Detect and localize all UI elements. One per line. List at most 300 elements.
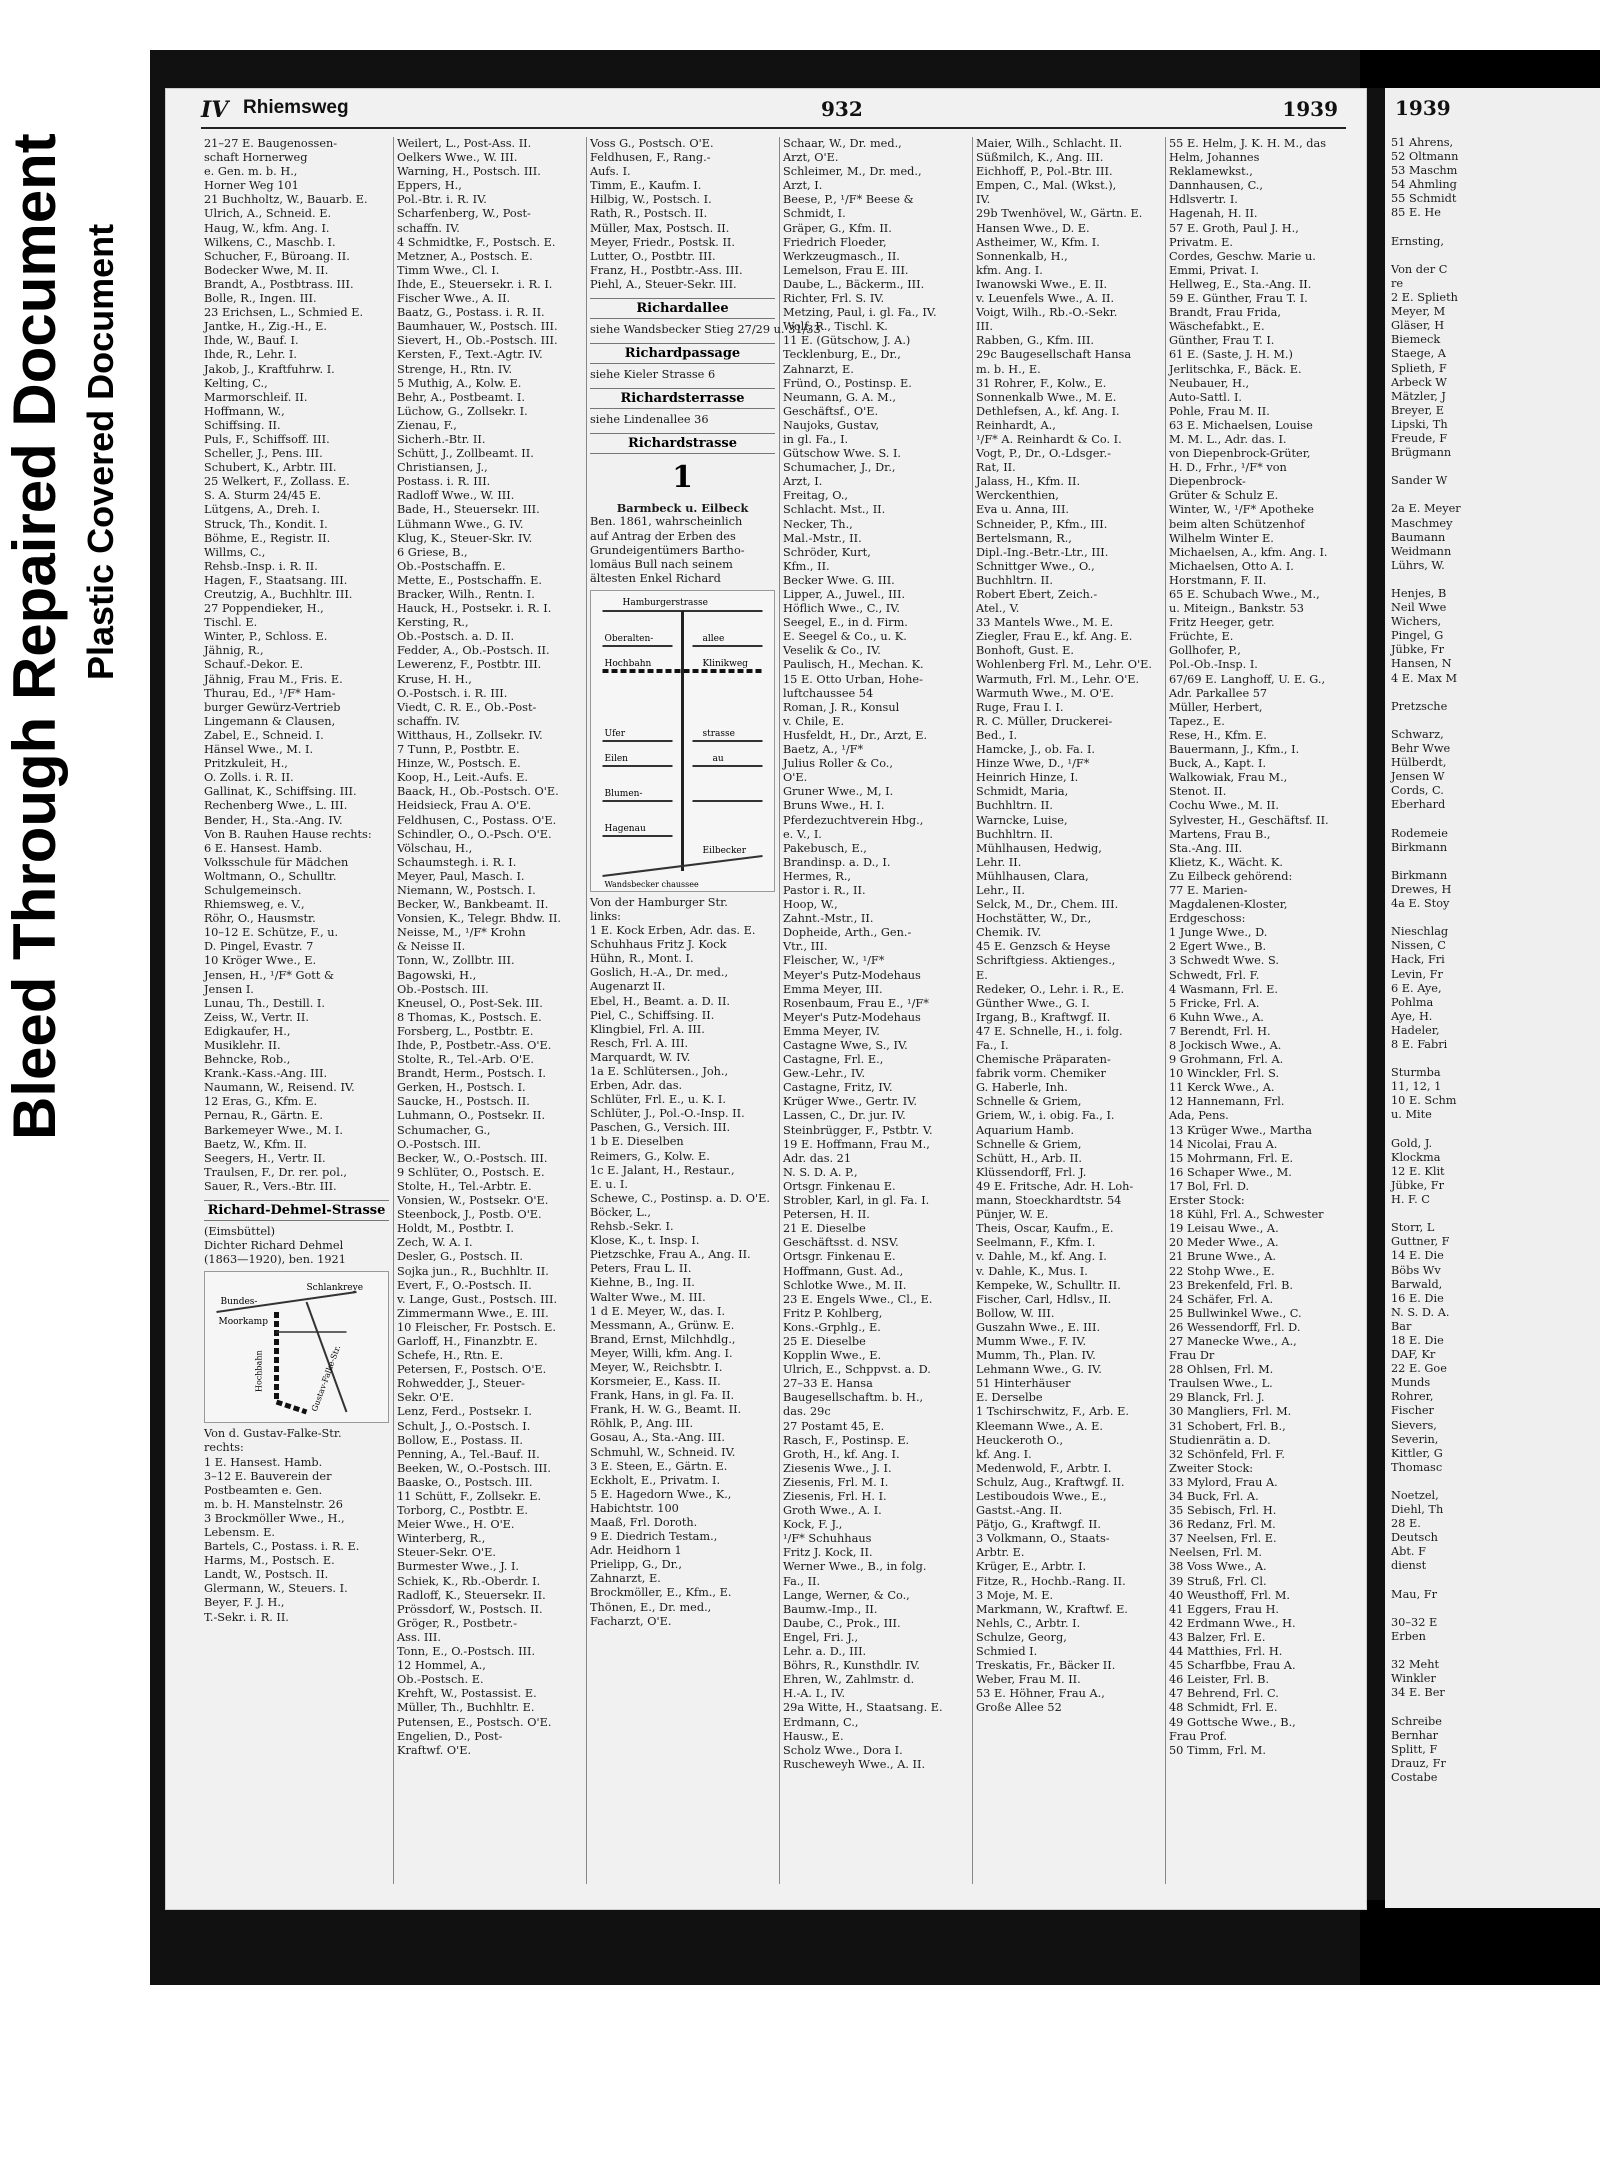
directory-entry: Mumm Wwe., F. IV. <box>976 1334 1087 1348</box>
directory-entry: Sturmba <box>1391 1066 1441 1080</box>
directory-entry: Fritz P. Kohlberg, <box>783 1306 883 1320</box>
directory-entry: Neil Wwe <box>1391 601 1447 615</box>
directory-entry: Zahnarzt, E. <box>590 1572 661 1586</box>
directory-entry: Baack, H., Ob.-Postsch. O'E. <box>397 785 559 799</box>
map2-label-3: Hochbahn <box>604 658 652 669</box>
directory-entry: 17 Bol, Frl. D. <box>1169 1179 1250 1193</box>
page-header <box>201 95 1346 129</box>
directory-entry: Schütt, H., Arb. II. <box>976 1151 1082 1165</box>
directory-entry: Ziesenis, Frl. H. I. <box>783 1490 887 1503</box>
directory-entry <box>1391 221 1600 235</box>
directory-entry: Gruner Wwe., M, I. <box>783 785 894 799</box>
directory-entry: 3 Brockmöller Wwe., H., <box>204 1511 345 1525</box>
col1-lines <box>204 137 389 1194</box>
directory-entry: 35 Sebisch, Frl. H. <box>1169 1504 1277 1518</box>
directory-entry: Cochu Wwe., M. II. <box>1169 799 1279 813</box>
column-4 <box>783 137 973 1884</box>
directory-entry: Schnelle & Griem, <box>976 1137 1082 1151</box>
directory-entry: Freitag, O., <box>783 489 849 503</box>
directory-entry: Ihde, P., Postbetr.-Ass. O'E. <box>397 1039 552 1052</box>
directory-entry <box>1391 813 1600 827</box>
directory-entry: Hilbig, W., Postsch. I. <box>590 193 712 207</box>
directory-entry: Barwald, <box>1391 1277 1443 1291</box>
directory-entry: Edigkaufer, H., <box>204 1024 291 1038</box>
directory-entry: Rohrer, <box>1391 1390 1434 1404</box>
col3-a-lines <box>590 137 775 292</box>
directory-entry: 9 E. Diedrich Testam., <box>590 1530 718 1544</box>
directory-entry: Böhme, E., Registr. II. <box>204 531 331 545</box>
directory-entry: Schmied I. <box>976 1645 1038 1659</box>
directory-entry: Emma Meyer, IV. <box>783 1024 880 1038</box>
directory-entry: Baetz, W., Kfm. II. <box>204 1137 307 1151</box>
columns <box>204 137 1356 1884</box>
directory-entry: 1 E. Kock Erben, Adr. das. E. <box>590 924 756 938</box>
directory-entry: Neumann, G. A. M., <box>783 390 896 404</box>
directory-entry: Magdalenen-Kloster, <box>1169 898 1288 912</box>
directory-entry: Kiehne, B., Ing. II. <box>590 1276 695 1290</box>
directory-entry: Fa., II. <box>783 1574 821 1588</box>
directory-entry: Abt. F <box>1391 1545 1426 1559</box>
directory-entry: Maaß, Frl. Doroth. <box>590 1516 698 1529</box>
directory-entry: Burmester Wwe., J. I. <box>397 1560 520 1574</box>
directory-entry: Bollow, W. III. <box>976 1306 1055 1320</box>
directory-entry: Krüger Wwe., Gertr. IV. <box>783 1095 917 1109</box>
directory-entry: Stenot. II. <box>1169 785 1227 799</box>
map2-label-6: strasse <box>702 728 735 739</box>
directory-entry: Jähnig, Frau M., Fris. E. <box>204 672 343 686</box>
directory-entry: Weilert, L., Post-Ass. II. <box>397 137 532 150</box>
directory-entry: dienst <box>1391 1559 1427 1573</box>
directory-entry: Maier, Wilh., Schlacht. II. <box>976 137 1123 150</box>
directory-entry: Gallinat, K., Schiffsing. III. <box>204 785 357 799</box>
directory-entry: Gütschow Wwe. S. I. <box>783 447 902 461</box>
bleed-through-label: Bleed Through Repaired Document <box>1 133 68 1140</box>
directory-entry: Ortsgr. Finkenau E. <box>783 1179 896 1193</box>
directory-entry: Kopplin Wwe., E. <box>783 1349 882 1363</box>
directory-entry: Noetzel, <box>1391 1489 1439 1502</box>
directory-entry: Harms, M., Postsch. E. <box>204 1554 335 1568</box>
directory-entry: 2a E. Meyer <box>1391 502 1461 516</box>
directory-entry: Eberhard <box>1391 798 1446 812</box>
directory-entry: 67/69 E. Langhoff, U. E. G., <box>1169 672 1326 686</box>
directory-entry: links: <box>590 909 621 923</box>
directory-entry: Feldhusen, C., Postass. O'E. <box>397 813 557 827</box>
directory-entry: Ob.-Postsch. III. <box>397 982 489 996</box>
directory-entry: Adr. Heidhorn 1 <box>590 1544 682 1558</box>
map2-label-12: Wandsbecker chaussee <box>604 879 699 889</box>
directory-entry: Schindler, O., O.-Psch. O'E. <box>397 827 552 841</box>
directory-entry: 15 Mohrmann, Frl. E. <box>1169 1151 1294 1165</box>
directory-entry: Rat, II. <box>976 461 1016 475</box>
page-number: 932 <box>821 97 863 121</box>
directory-entry: Bonhoft, Gust. E. <box>976 644 1075 658</box>
map2-label-11: Eilbecker <box>702 845 747 856</box>
directory-entry: Dichter Richard Dehmel <box>204 1239 344 1253</box>
directory-entry: Böbs Wv <box>1391 1263 1441 1277</box>
directory-entry: 29 Blanck, Frl. J. <box>1169 1391 1265 1405</box>
directory-entry: Walter Wwe., M. III. <box>590 1290 706 1304</box>
directory-entry: Scholz Wwe., Dora I. <box>783 1743 903 1757</box>
directory-entry: Röhlk, P., Ang. III. <box>590 1417 694 1431</box>
directory-entry: 34 E. Ber <box>1391 1686 1445 1700</box>
directory-entry: Schaumstegh. i. R. I. <box>397 855 517 869</box>
directory-entry: Selck, M., Dr., Chem. III. <box>976 898 1119 912</box>
directory-entry: Schefe, H., Rtn. E. <box>397 1349 504 1363</box>
directory-entry: Brügmann <box>1391 446 1452 460</box>
directory-entry: m. b. H. Manstelnstr. 26 <box>204 1497 343 1511</box>
directory-entry: 10 Kröger Wwe., E. <box>204 954 317 968</box>
column-2 <box>397 137 587 1884</box>
directory-entry: Bolle, R., Ingen. III. <box>204 292 317 306</box>
directory-entry: Voss G., Postsch. O'E. <box>590 137 714 150</box>
directory-entry: Meyer, Friedr., Postsk. II. <box>590 235 735 249</box>
directory-entry: 5 Fricke, Frl. A. <box>1169 996 1260 1010</box>
directory-entry: 29c Baugesellschaft Hansa <box>976 348 1132 362</box>
directory-entry: Wilhelm Winter E. <box>1169 531 1274 545</box>
directory-entry: Gerken, H., Postsch. I. <box>397 1081 526 1095</box>
directory-entry: Gosau, A., Sta.-Ang. III. <box>590 1431 725 1445</box>
column-1 <box>204 137 394 1884</box>
directory-entry: 8 Jockisch Wwe., A. <box>1169 1039 1282 1052</box>
directory-entry: ¹/F* Schuhhaus <box>783 1532 872 1546</box>
directory-entry: Von d. Gustav-Falke-Str. <box>204 1427 342 1441</box>
directory-entry: Pol.-Ob.-Insp. I. <box>1169 658 1258 672</box>
year: 1939 <box>1282 97 1338 121</box>
directory-entry: Lunau, Th., Destill. I. <box>204 996 325 1010</box>
directory-entry: 3 Volkmann, O., Staats- <box>976 1532 1110 1546</box>
directory-entry: Puls, F., Schiffsoff. III. <box>204 432 330 446</box>
directory-entry: Lüchow, G., Zollsekr. I. <box>397 404 528 418</box>
directory-entry: O. Zolls. i. R. II. <box>204 771 294 785</box>
directory-entry: Jübke, Fr <box>1391 1178 1444 1192</box>
directory-entry: Aye, H. <box>1391 1009 1433 1023</box>
directory-entry: Steinbrügger, F., Pstbtr. V. <box>783 1123 933 1137</box>
directory-entry: 28 Ohlsen, Frl. M. <box>1169 1363 1274 1377</box>
directory-entry: E. Seegel & Co., u. K. <box>783 630 907 644</box>
directory-entry: N. S. D. A. <box>1391 1305 1450 1319</box>
directory-entry: Rehsb.-Insp. i. R. II. <box>204 559 318 573</box>
directory-entry: Erben, Adr. das. <box>590 1079 683 1093</box>
directory-entry: Baetz, A., ¹/F* <box>783 743 864 757</box>
directory-entry: Brandt, Frau Frida, <box>1169 306 1281 320</box>
directory-entry: Schmidt, I. <box>783 207 846 221</box>
directory-entry: Müller, Herbert, <box>1169 700 1263 714</box>
directory-entry: schaffn. IV. <box>397 714 460 728</box>
directory-entry: Jensen, H., ¹/F* Gott & <box>204 968 335 982</box>
directory-entry: Lipski, Th <box>1391 417 1448 431</box>
directory-entry: Marquardt, W. IV. <box>590 1050 691 1064</box>
directory-entry: ¹/F* A. Reinhardt & Co. I. <box>976 432 1122 446</box>
directory-entry: Lütgens, A., Dreh. I. <box>204 503 321 517</box>
directory-entry: Tonn, E., O.-Postsch. III. <box>397 1645 536 1659</box>
directory-entry: 27 Poppendieker, H., <box>204 602 324 616</box>
directory-entry: Zech, W. A. I. <box>397 1236 473 1250</box>
directory-entry: Prössdorf, W., Postsch. II. <box>397 1602 543 1616</box>
directory-entry: 4a E. Stoy <box>1391 897 1450 911</box>
directory-entry: Röhr, O., Hausmstr. <box>204 912 316 926</box>
directory-entry: kf. Ang. I. <box>976 1447 1032 1461</box>
directory-entry: Arzt, I. <box>783 179 823 193</box>
directory-entry: Irgang, B., Kraftwgf. II. <box>976 1010 1111 1024</box>
directory-entry: Pingel, G <box>1391 629 1444 643</box>
directory-entry: 6 Kuhn Wwe., A. <box>1169 1010 1264 1024</box>
directory-entry <box>1391 1574 1600 1588</box>
directory-entry: Horner Weg 101 <box>204 179 299 193</box>
directory-entry: Ulrich, A., Schneid. E. <box>204 207 332 221</box>
directory-entry: Storr, L <box>1391 1221 1435 1235</box>
directory-entry: O.-Postsch. i. R. III. <box>397 686 508 700</box>
directory-entry: 6 E. Hansest. Hamb. <box>204 841 323 855</box>
directory-entry: schaft Hornerweg <box>204 151 308 165</box>
directory-entry: Erdgeschoss: <box>1169 912 1246 926</box>
directory-entry: 61 E. (Saste, J. H. M.) <box>1169 348 1293 362</box>
directory-entry: Postbeamten e. Gen. <box>204 1483 323 1497</box>
directory-entry: 12 E. Klit <box>1391 1164 1445 1178</box>
col1-sub-lines <box>204 1225 389 1267</box>
directory-entry: Sauer, R., Vers.-Btr. III. <box>204 1179 337 1193</box>
directory-entry: E. u. I. <box>590 1177 628 1191</box>
directory-entry: 1 E. Hansest. Hamb. <box>204 1455 323 1469</box>
directory-entry: Baumann <box>1391 530 1446 544</box>
directory-entry: Sicherh.-Btr. II. <box>397 432 486 446</box>
directory-entry: Groth, H., kf. Ang. I. <box>783 1447 900 1461</box>
directory-entry: Haug, W., kfm. Ang. I. <box>204 221 330 235</box>
directory-entry: Schwedt, Frl. F. <box>1169 968 1260 982</box>
directory-entry: Bodecker Wwe, M. II. <box>204 263 329 277</box>
directory-entry: 54 Ahmling <box>1391 178 1457 192</box>
directory-entry: Warning, H., Postsch. III. <box>397 165 541 179</box>
directory-entry: Medenwold, F., Arbtr. I. <box>976 1461 1112 1475</box>
street-map-richardstrasse <box>590 590 775 892</box>
directory-entry: Desler, G., Postsch. II. <box>397 1250 523 1264</box>
directory-entry: Baaske, O., Postsch. III. <box>397 1475 533 1489</box>
directory-entry: Ob.-Postsch. a. D. II. <box>397 630 515 644</box>
directory-entry: 23 Brekenfeld, Frl. B. <box>1169 1278 1293 1292</box>
directory-entry: Pastor i. R., II. <box>783 883 866 897</box>
directory-entry <box>1391 573 1600 587</box>
directory-entry: Thomasc <box>1391 1460 1443 1474</box>
richardstrasse-heading: Richardstrasse <box>590 433 775 454</box>
directory-entry: Rohwedder, J., Steuer- <box>397 1377 525 1391</box>
directory-entry: (1863—1920), ben. 1921 <box>204 1253 346 1267</box>
directory-entry: 1 b E. Dieselben <box>590 1135 684 1149</box>
directory-entry: Wäschefabkt., E. <box>1169 320 1265 334</box>
directory-entry: Lebensm. E. <box>204 1525 275 1539</box>
directory-entry: Struck, Th., Kondit. I. <box>204 517 328 531</box>
directory-entry: Helm, Johannes <box>1169 151 1260 165</box>
directory-entry: v. Leuenfels Wwe., A. II. <box>976 292 1115 306</box>
directory-entry: Winter, P., Schloss. E. <box>204 630 328 644</box>
directory-entry: Christiansen, J., <box>397 461 488 475</box>
directory-entry: lomäus Bull nach seinem <box>590 557 733 571</box>
directory-entry: 5 E. Hagedorn Wwe., K., <box>590 1487 732 1501</box>
directory-entry: Krank.-Kass.-Ang. III. <box>204 1067 328 1081</box>
directory-entry: Holdt, M., Postbtr. I. <box>397 1222 515 1236</box>
directory-entry: Sta.-Ang. III. <box>1169 841 1243 855</box>
directory-entry: Grundeigentümers Bartho- <box>590 543 745 557</box>
directory-entry: 37 Neelsen, Frl. E. <box>1169 1532 1277 1546</box>
directory-entry: Julius Roller & Co., <box>783 757 893 771</box>
directory-entry: Seegers, H., Vertr. II. <box>204 1151 326 1165</box>
directory-entry: Frank, Hans, in gl. Fa. II. <box>590 1389 735 1403</box>
directory-entry: Schriftgiess. Aktienges., <box>976 954 1116 968</box>
directory-entry: Brandt, A., Postbtrass. III. <box>204 277 354 291</box>
directory-entry: Beeken, W., O.-Postsch. III. <box>397 1461 551 1475</box>
directory-entry: 11 E. (Gütschow, J. A.) <box>783 334 911 348</box>
side-labels <box>0 133 140 1200</box>
directory-entry: Lestiboudois Wwe., E., <box>976 1490 1107 1503</box>
directory-entry: Warmuth, Frl. M., Lehr. O'E. <box>976 672 1140 686</box>
directory-entry: H. D., Frhr., ¹/F* von <box>1169 461 1287 475</box>
directory-entry: Bauermann, J., Kfm., I. <box>1169 743 1300 757</box>
directory-entry: O.-Postsch. III. <box>397 1137 481 1151</box>
directory-entry: Daube, C., Prok., III. <box>783 1616 901 1630</box>
richard-dehmel-strasse-heading: Richard-Dehmel-Strasse <box>204 1200 389 1221</box>
directory-entry: 52 Oltmann <box>1391 150 1459 164</box>
directory-entry: Reimers, G., Kolw. E. <box>590 1149 710 1163</box>
volume-number: IV <box>201 97 229 123</box>
directory-entry: Putensen, E., Postsch. O'E. <box>397 1715 552 1729</box>
directory-entry: Brandinsp. a. D., I. <box>783 855 891 869</box>
directory-entry: Schlüter, J., Pol.-O.-Insp. II. <box>590 1107 745 1121</box>
directory-entry: Brandt, Herm., Postsch. I. <box>397 1067 547 1081</box>
adjacent-page-lines <box>1391 136 1600 1785</box>
directory-entry: 10–12 E. Schütze, F., u. <box>204 926 339 940</box>
directory-entry: Schmidt, Maria, <box>976 785 1069 799</box>
directory-entry: auf Antrag der Erben des <box>590 529 736 543</box>
directory-entry: Höflich Wwe., C., IV. <box>783 602 900 616</box>
directory-entry: Bracker, Wilh., Rentn. I. <box>397 588 535 601</box>
directory-entry: Martens, Frau B., <box>1169 827 1271 841</box>
directory-entry: Bed., I. <box>976 728 1018 742</box>
directory-entry: Ben. 1861, wahrscheinlich <box>590 515 743 529</box>
directory-entry: Timm Wwe., Cl. I. <box>397 263 500 277</box>
directory-entry: Müller, Th., Buchhltr. E. <box>397 1701 535 1715</box>
richardsterrasse-heading: Richardsterrasse <box>590 388 775 409</box>
directory-entry: 27 Postamt 45, E. <box>783 1419 885 1433</box>
directory-entry: Hausw., E. <box>783 1729 844 1743</box>
directory-entry: Meyer, M <box>1391 305 1446 319</box>
directory-entry: 27 Manecke Wwe., A., <box>1169 1334 1297 1348</box>
directory-entry: R. C. Müller, Druckerei- <box>976 714 1113 728</box>
directory-entry: 22 Stohp Wwe., E. <box>1169 1264 1275 1278</box>
directory-entry: Fitze, R., Hochb.-Rang. II. <box>976 1574 1126 1588</box>
directory-entry: Michaelsen, A., kfm. Ang. I. <box>1169 545 1328 559</box>
directory-entry: 1c E. Jalant, H., Restaur., <box>590 1163 735 1177</box>
map2-label-1: Oberalten- <box>604 633 654 644</box>
directory-entry: Treskatis, Fr., Bäcker II. <box>976 1659 1116 1673</box>
directory-entry: in gl. Fa., I. <box>783 432 849 446</box>
directory-entry: Winterberg, R., <box>397 1532 486 1546</box>
directory-entry: Tecklenburg, E., Dr., <box>783 348 901 362</box>
directory-entry: ältesten Enkel Richard <box>590 571 721 585</box>
directory-entry: Habichtstr. 100 <box>590 1501 679 1515</box>
directory-entry: Rehsb.-Sekr. I. <box>590 1220 674 1234</box>
directory-entry: Tapez., E. <box>1169 714 1225 728</box>
directory-entry: Fründ, O., Postinsp. E. <box>783 376 912 390</box>
directory-entry: Schucher, F., Büroang. II. <box>204 249 350 263</box>
directory-entry: Winkler <box>1391 1672 1436 1686</box>
directory-entry: Pohlma <box>1391 995 1434 1009</box>
directory-entry <box>1391 1123 1600 1137</box>
directory-entry: Zienau, F., <box>397 418 457 432</box>
directory-entry: Arbtr. E. <box>976 1546 1025 1560</box>
directory-entry: Castagne, Frl. E., <box>783 1053 884 1067</box>
directory-entry <box>1391 488 1600 502</box>
directory-entry: Messmann, A., Grünw. E. <box>590 1318 735 1332</box>
directory-entry: Meyer's Putz-Modehaus <box>783 968 921 982</box>
directory-entry: 63 E. Michaelsen, Louise <box>1169 418 1313 432</box>
directory-entry: Böhrs, R., Kunsthdlr. IV. <box>783 1659 920 1673</box>
directory-entry: Hellweg, E., Sta.-Ang. II. <box>1169 277 1312 291</box>
directory-entry: Seegel, E., in d. Firm. <box>783 616 908 630</box>
col1-b-lines <box>204 1427 389 1624</box>
directory-entry: Luhmann, O., Postsekr. II. <box>397 1109 546 1123</box>
directory-entry: Munds <box>1391 1376 1431 1390</box>
directory-entry: 39 Struß, Frl. Cl. <box>1169 1574 1267 1588</box>
directory-entry: Landt, W., Postsch. II. <box>204 1568 329 1582</box>
directory-entry: beim alten Schützenhof <box>1169 517 1305 531</box>
directory-entry: Jensen W <box>1391 770 1445 784</box>
directory-entry: kfm. Ang. I. <box>976 263 1043 277</box>
directory-entry: Becker, W., O.-Postsch. III. <box>397 1151 548 1165</box>
directory-entry: Daube, L., Bäckerm., III. <box>783 277 925 291</box>
directory-entry: 3 E. Steen, E., Gärtn. E. <box>590 1459 728 1473</box>
directory-entry: III. <box>976 320 993 334</box>
directory-entry: Facharzt, O'E. <box>590 1614 672 1628</box>
directory-entry: Nieschlag <box>1391 925 1449 939</box>
directory-entry: Robert Ebert, Zeich.- <box>976 588 1098 601</box>
directory-entry: Richter, Frl. S. IV. <box>783 292 885 306</box>
directory-entry: Steenbock, J., Postb. O'E. <box>397 1208 542 1222</box>
directory-entry: Woltmann, O., Schulltr. <box>204 869 337 883</box>
directory-entry: Krehft, W., Postassist. E. <box>397 1687 537 1701</box>
directory-entry: e. Gen. m. b. H., <box>204 165 298 179</box>
directory-entry: Kons.-Grphlg., E. <box>783 1320 881 1334</box>
directory-entry: Ass. III. <box>397 1630 441 1644</box>
directory-entry: Ziegler, Frau E., kf. Ang. E. <box>976 630 1133 644</box>
directory-entry: Pünjer, W. E. <box>976 1208 1049 1222</box>
directory-entry: Lühmann Wwe., G. IV. <box>397 517 524 531</box>
directory-entry: Klietz, K., Wächt. K. <box>1169 855 1283 869</box>
directory-entry: 29a Witte, H., Staatsang. E. <box>783 1701 943 1715</box>
directory-entry: Lenz, Ferd., Postsekr. I. <box>397 1405 532 1419</box>
directory-entry: Kock, F. J., <box>783 1518 843 1532</box>
directory-entry: Klingbiel, Frl. A. III. <box>590 1022 705 1036</box>
directory-entry: Timm, E., Kaufm. I. <box>590 179 702 193</box>
directory-entry: Saucke, H., Postsch. II. <box>397 1095 530 1109</box>
directory-entry: Penning, A., Tel.-Bauf. II. <box>397 1447 540 1461</box>
directory-entry: Guttner, F <box>1391 1235 1450 1249</box>
directory-entry: 49 E. Fritsche, Adr. H. Loh- <box>976 1179 1134 1193</box>
directory-entry: 25 Welkert, F., Zollass. E. <box>204 475 350 489</box>
directory-entry: Dethlefsen, A., kf. Ang. I. <box>976 404 1120 418</box>
directory-entry: 25 Bullwinkel Wwe., C. <box>1169 1306 1302 1320</box>
directory-entry: 4 Wasmann, Frl. E. <box>1169 982 1278 996</box>
directory-entry: Pol.-Btr. i. R. IV. <box>397 193 487 207</box>
directory-entry: Mumm, Th., Plan. IV. <box>976 1349 1096 1363</box>
directory-entry: Grüter & Schulz E. <box>1169 489 1279 503</box>
directory-entry: Vonsien, W., Postsekr. O'E. <box>397 1194 549 1208</box>
directory-entry: Gastst.-Ang. II. <box>976 1504 1063 1518</box>
directory-entry: Beyer, F. J. H., <box>204 1596 285 1610</box>
directory-entry <box>1391 1207 1600 1221</box>
directory-entry: 14 Nicolai, Frau A. <box>1169 1137 1278 1151</box>
directory-entry: Pätjo, G., Kraftwgf. II. <box>976 1518 1101 1532</box>
directory-entry: Weber, Frau M. II. <box>976 1673 1081 1687</box>
directory-entry: Klug, K., Steuer-Skr. IV. <box>397 531 533 545</box>
directory-entry: Erster Stock: <box>1169 1194 1245 1208</box>
